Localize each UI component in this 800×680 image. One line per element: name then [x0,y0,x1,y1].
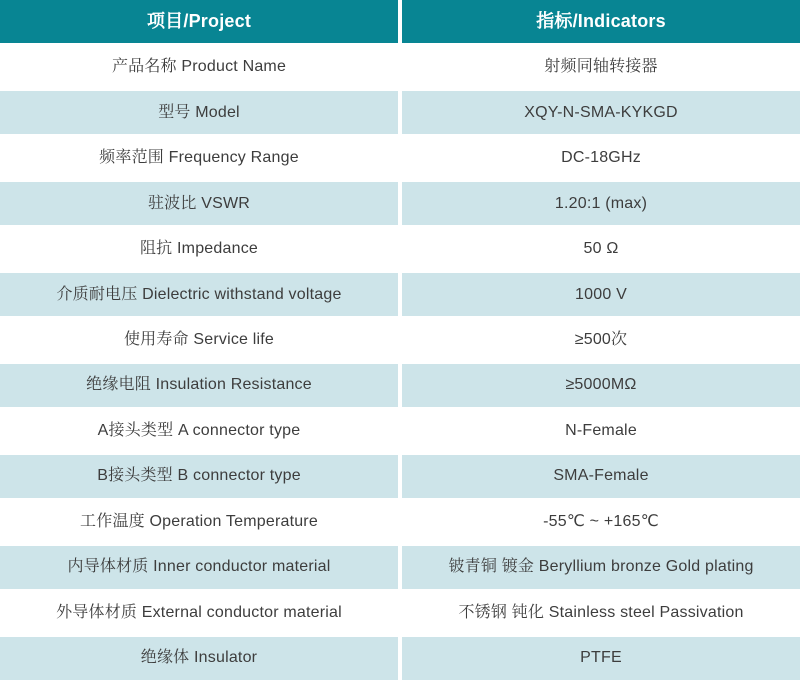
indicator-cell-impedance: 50 Ω [402,227,800,270]
indicator-cell-inner-conductor-material: 铍青铜 镀金 Beryllium bronze Gold plating [402,546,800,589]
indicator-cell-insulation-resistance: ≥5000MΩ [402,364,800,407]
header-project: 项目/Project [0,0,398,43]
project-cell-service-life: 使用寿命 Service life [0,318,398,361]
project-cell-product-name: 产品名称 Product Name [0,45,398,88]
project-cell-operation-temperature: 工作温度 Operation Temperature [0,500,398,543]
project-cell-dielectric-voltage: 介质耐电压 Dielectric withstand voltage [0,273,398,316]
project-cell-a-connector-type: A接头类型 A connector type [0,409,398,452]
indicator-cell-external-conductor-material: 不锈钢 钝化 Stainless steel Passivation [402,591,800,634]
indicator-cell-dielectric-voltage: 1000 V [402,273,800,316]
indicator-cell-operation-temperature: -55℃ ~ +165℃ [402,500,800,543]
project-cell-insulation-resistance: 绝缘电阻 Insulation Resistance [0,364,398,407]
indicator-cell-product-name: 射频同轴转接器 [402,45,800,88]
indicator-cell-frequency-range: DC-18GHz [402,136,800,179]
project-cell-frequency-range: 频率范围 Frequency Range [0,136,398,179]
project-cell-b-connector-type: B接头类型 B connector type [0,455,398,498]
indicator-cell-a-connector-type: N-Female [402,409,800,452]
project-cell-vswr: 驻波比 VSWR [0,182,398,225]
project-cell-impedance: 阻抗 Impedance [0,227,398,270]
indicator-cell-vswr: 1.20:1 (max) [402,182,800,225]
indicator-cell-b-connector-type: SMA-Female [402,455,800,498]
project-cell-inner-conductor-material: 内导体材质 Inner conductor material [0,546,398,589]
indicator-cell-insulator: PTFE [402,637,800,680]
indicator-cell-model: XQY-N-SMA-KYKGD [402,91,800,134]
indicator-cell-service-life: ≥500次 [402,318,800,361]
project-cell-external-conductor-material: 外导体材质 External conductor material [0,591,398,634]
project-cell-insulator: 绝缘体 Insulator [0,637,398,680]
project-cell-model: 型号 Model [0,91,398,134]
header-indicators: 指标/Indicators [402,0,800,43]
